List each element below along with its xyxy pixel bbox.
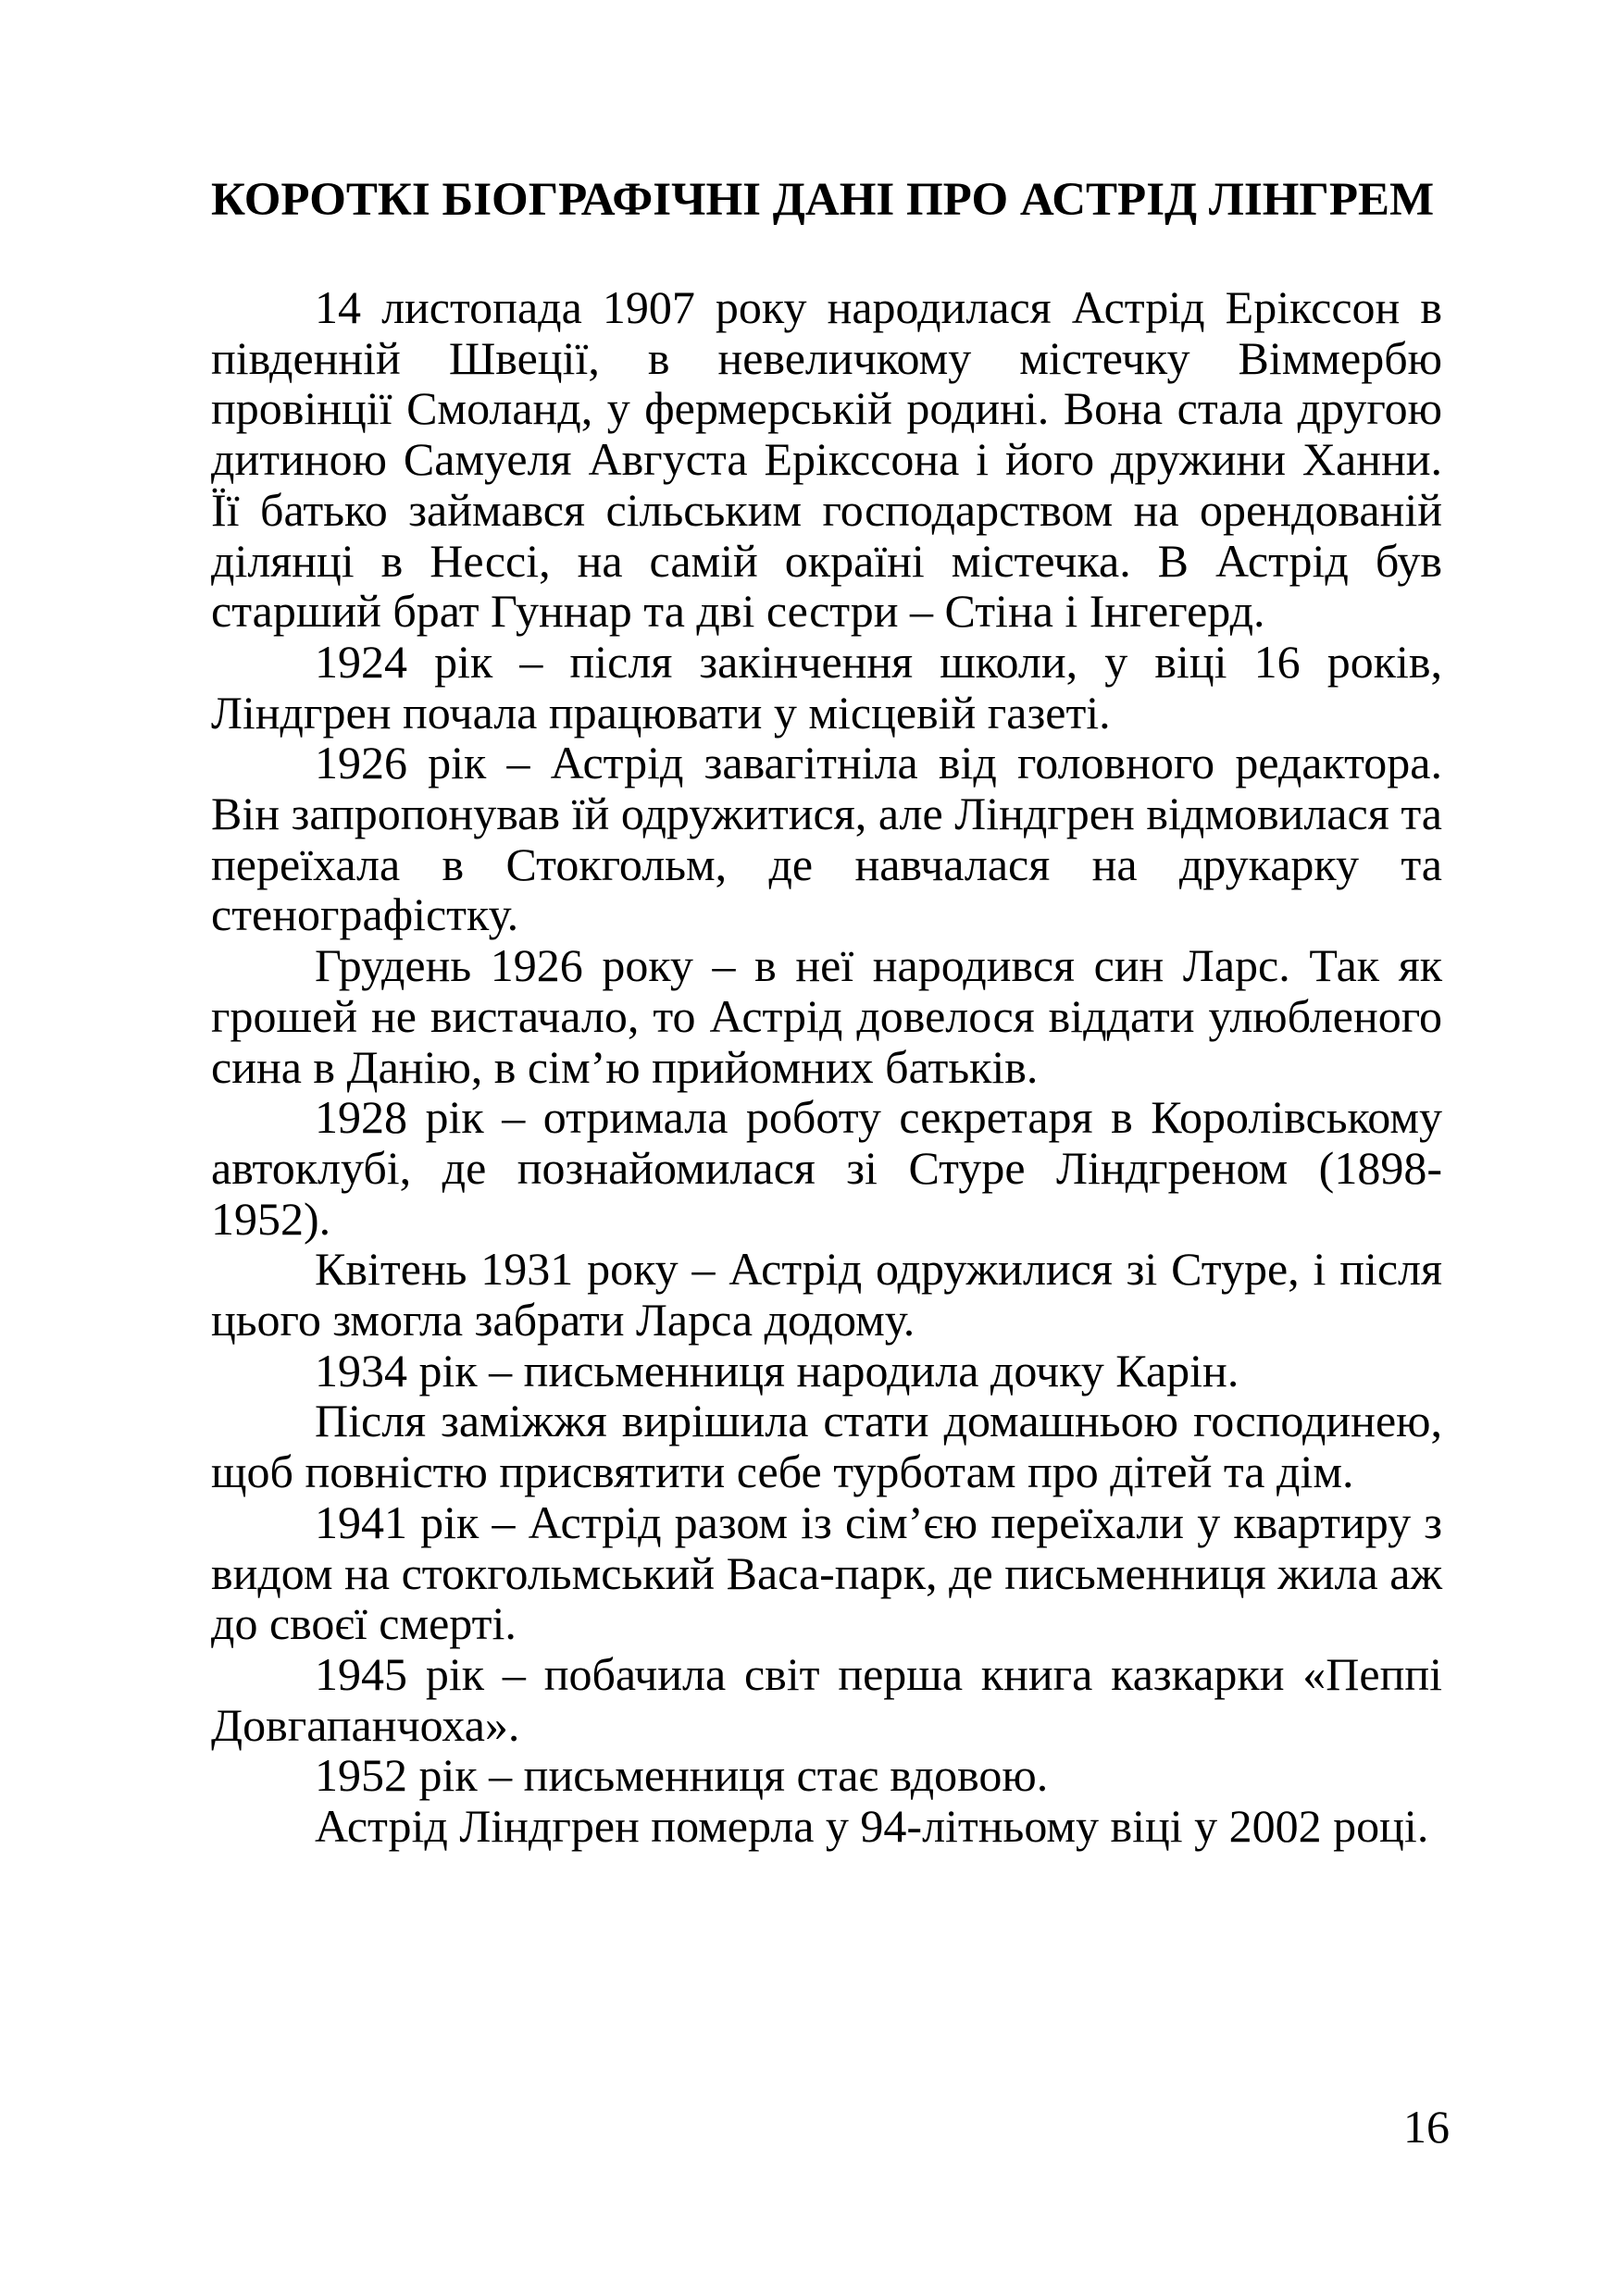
paragraph-april-1931: Квітень 1931 року – Астрід одружилися зі Стуре, і після цього змогла забрати Ларса додому. xyxy=(211,1243,1442,1347)
page-title: КОРОТКІ БІОГРАФІЧНІ ДАНІ ПРО АСТРІД ЛІНГРЕМ xyxy=(211,174,1435,226)
biography-text xyxy=(211,282,1442,1852)
paragraph-1928: 1928 рік – отримала роботу секретаря в Королівському автоклубі, де познайомилася зі Стуре Ліндгреном (1898-1952). xyxy=(211,1091,1442,1245)
page-number: 16 xyxy=(1403,2101,1450,2153)
paragraph-december-1926: Грудень 1926 року – в неї народився син Ларс. Так як грошей не вистачало, то Астрід довелося віддати улюбленого сина в Данію, в сім’ю прийомних батьків. xyxy=(211,939,1442,1093)
paragraph-1924: 1924 рік – після закінчення школи, у віці 16 років, Ліндгрен почала працювати у місцевій газеті. xyxy=(211,635,1442,738)
paragraph-1945: 1945 рік – побачила світ перша книга казкарки «Пеппі Довгапанчоха». xyxy=(211,1647,1442,1751)
paragraph-1952: 1952 рік – письменниця стає вдовою. xyxy=(315,1749,1049,1802)
paragraph-1934: 1934 рік – письменниця народила дочку Карін. xyxy=(315,1344,1239,1396)
paragraph-birth: 14 листопада 1907 року народилася Астрід Ерікссон в південній Швеції, в невеличкому містечку Віммербю провінції Смоланд, у фермерській родині. Вона стала другою дитиною Самуеля Августа Ерікссона і його дружини Ханни. Її батько займався сільським господарством на орендованій ділянці в Нессі, на самій окраїні містечка. В Астрід був старший брат Гуннар та дві сестри – Стіна і Інгегерд. xyxy=(211,281,1442,638)
paragraph-1941: 1941 рік – Астрід разом із сім’єю переїхали у квартиру з видом на стокгольмський Васа-парк, де письменниця жила аж до своєї смерті. xyxy=(211,1496,1442,1650)
paragraph-after-marriage: Після заміжжя вирішила стати домашньою господинею, щоб повністю присвятити себе турботам про дітей та дім. xyxy=(211,1395,1442,1498)
paragraph-death: Астрід Ліндгрен померла у 94-літньому віці у 2002 році. xyxy=(315,1800,1429,1853)
paragraph-1926: 1926 рік – Астрід завагітніла від головного редактора. Він запропонував їй одружитися, але Ліндгрен відмовилася та переїхала в Стокгольм, де навчалася на друкарку та стенографістку. xyxy=(211,737,1442,941)
